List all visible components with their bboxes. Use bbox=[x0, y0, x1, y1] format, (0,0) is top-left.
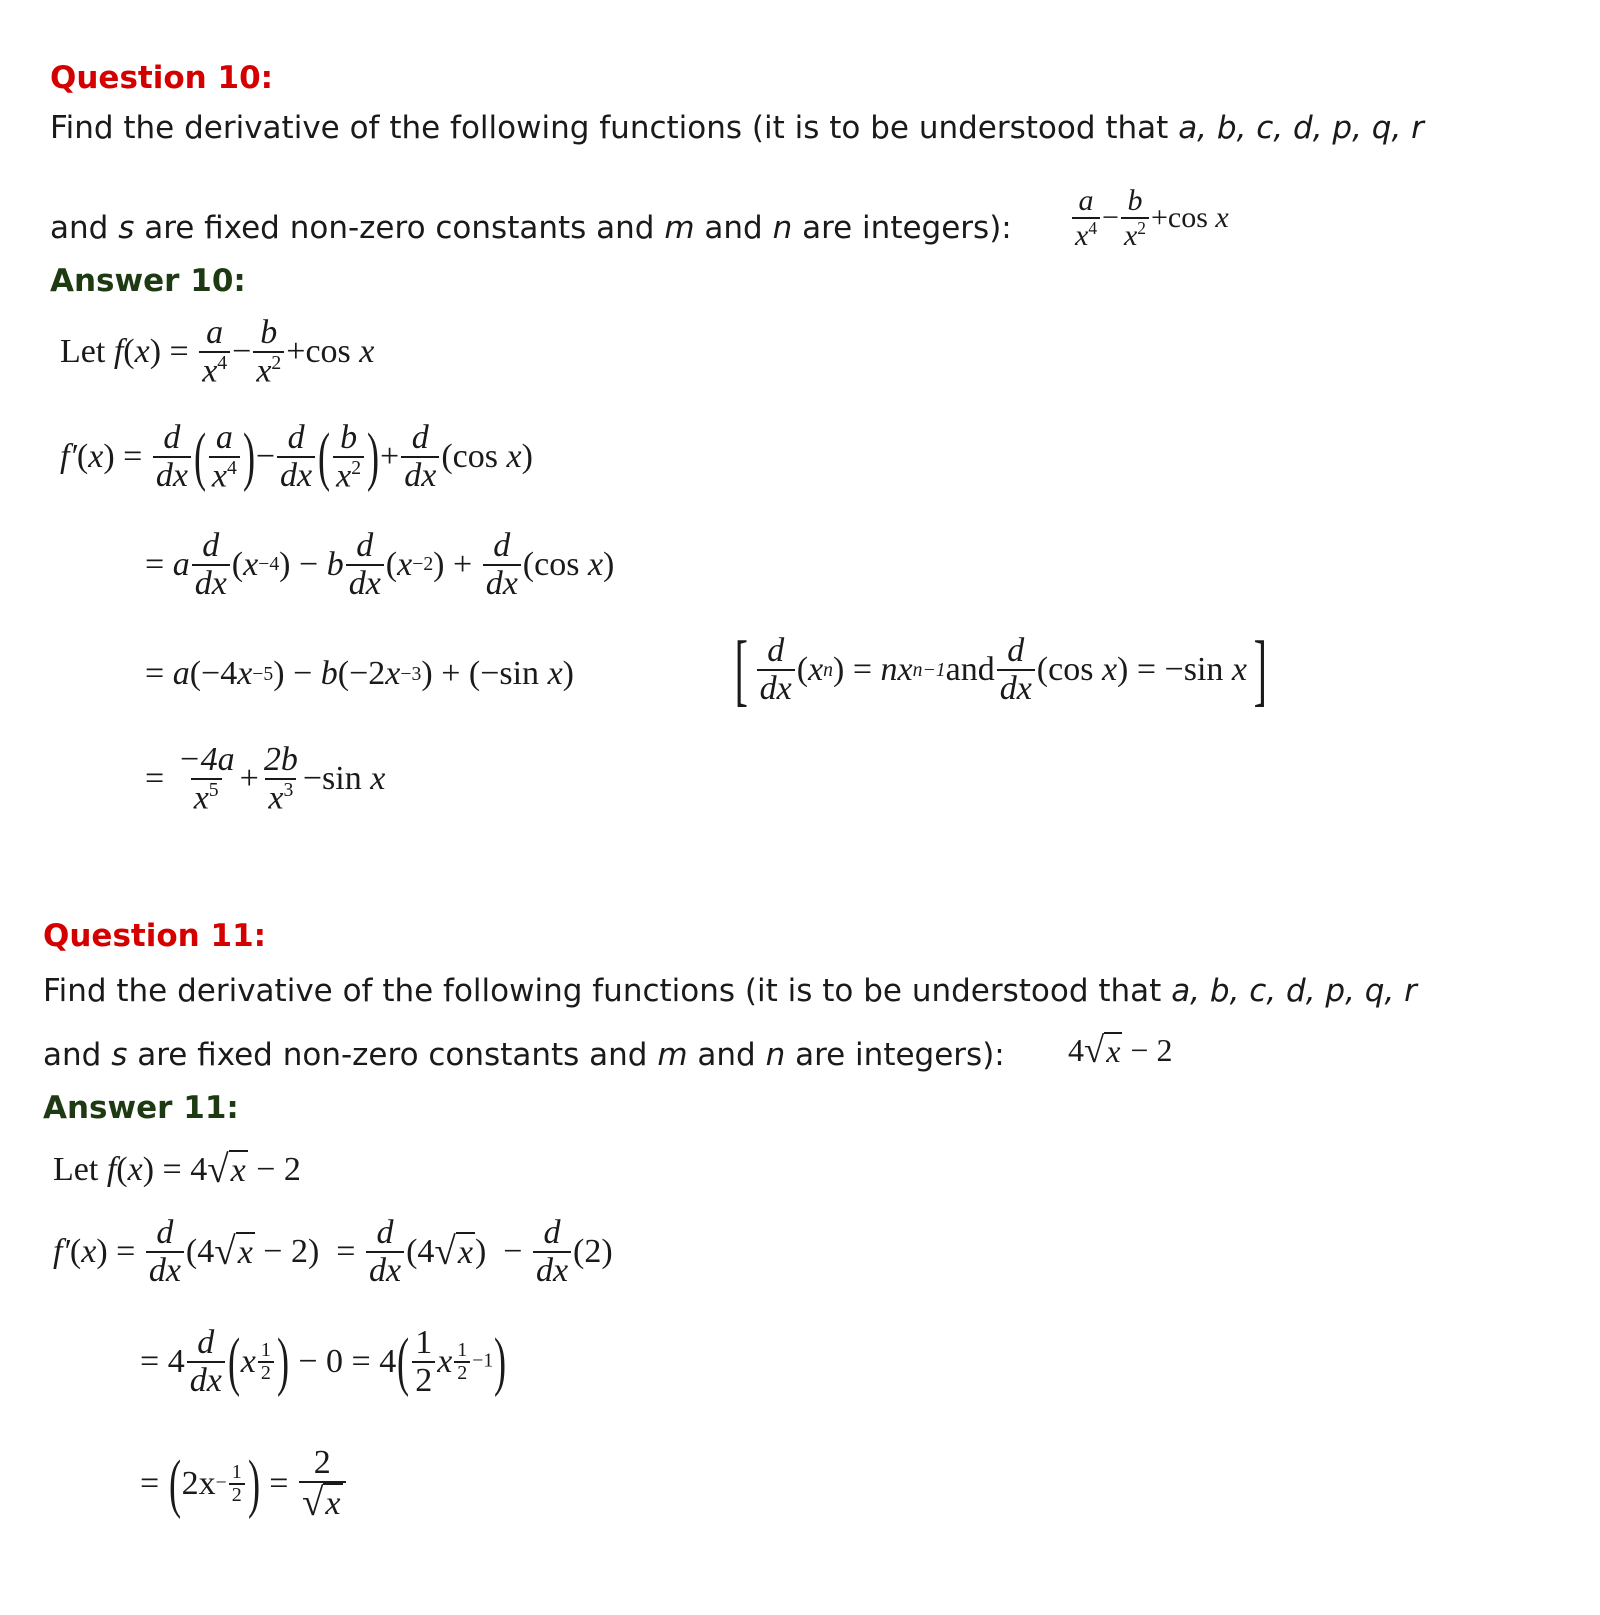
question-10-text-line2: and s are fixed non-zero constants and m and n are integers): bbox=[50, 210, 1012, 246]
answer-10-heading: Answer 10: bbox=[50, 263, 246, 299]
answer-11-step1: Let f ( x ) = 4 √ x − 2 bbox=[53, 1148, 301, 1191]
answer-11-step3: = 4 $\frac{d}{dx}$ ( x $\frac{1}{2}$ ) − 0 = 4 ( $\frac{1}{2}$ x $\frac{1}{2}$ −1 ) bbox=[140, 1324, 507, 1399]
answer-11-heading: Answer 11: bbox=[43, 1090, 239, 1126]
answer-10-step1: Let f ( x ) = $\frac{a}{x^4}$ − $\frac{b}{x^2}$ + cos x bbox=[60, 314, 375, 390]
question-11-text-line2: and s are fixed non-zero constants and m and n are integers): bbox=[43, 1037, 1005, 1073]
answer-11-step2: f′ ( x ) = $\frac{d}{dx}$ ( 4 √ x − 2 ) = $\frac{d}{dx}$ ( 4 √ x ) − $\frac{d}{dx}$ ( 2 ) bbox=[53, 1214, 613, 1289]
answer-10-step2: f′ ( x ) = $\frac{d}{dx}$ ( $\frac{a}{x^4}$ ) − $\frac{d}{dx}$ ( $\frac{b}{x^2}$ ) + $\frac{d}{dx}$ ( cos x ) bbox=[60, 419, 533, 495]
question-11-heading: Question 11: bbox=[43, 918, 267, 954]
answer-11-result: = ( 2x − $\frac{1}{2}$ ) = 2 √ x bbox=[140, 1445, 348, 1522]
question-11-text-line1: Find the derivative of the following functions (it is to be understood that a, b, c, d, p, q, r bbox=[43, 973, 1417, 1009]
question-10-heading: Question 10: bbox=[50, 60, 274, 96]
question-11-function: 4 √ x − 2 bbox=[1068, 1029, 1173, 1070]
answer-10-result: = $\frac{-4a}{x^5}$ + $\frac{2b}{x^3}$ − sin x bbox=[145, 741, 386, 817]
answer-10-step3: = a $\frac{d}{dx}$ ( x −4 ) − b $\frac{d}{dx}$ ( x −2 ) + $\frac{d}{dx}$ ( cos x ) bbox=[145, 527, 615, 602]
question-10-function: $\frac{a}{x^4}$ − $\frac{b}{x^2}$ + cos x bbox=[1070, 185, 1229, 251]
answer-10-step4: = a ( −4 x −5 ) − b ( −2 x −3 ) + (− sin x ) bbox=[145, 655, 574, 692]
answer-10-rule-note: [ $\frac{d}{dx}$ ( x n ) = nx n−1 and $\frac{d}{dx}$ ( cos x ) = − sin x ] bbox=[734, 626, 1267, 714]
question-10-text-line1: Find the derivative of the following functions (it is to be understood that a, b, c, d, p, q, r bbox=[50, 110, 1424, 146]
